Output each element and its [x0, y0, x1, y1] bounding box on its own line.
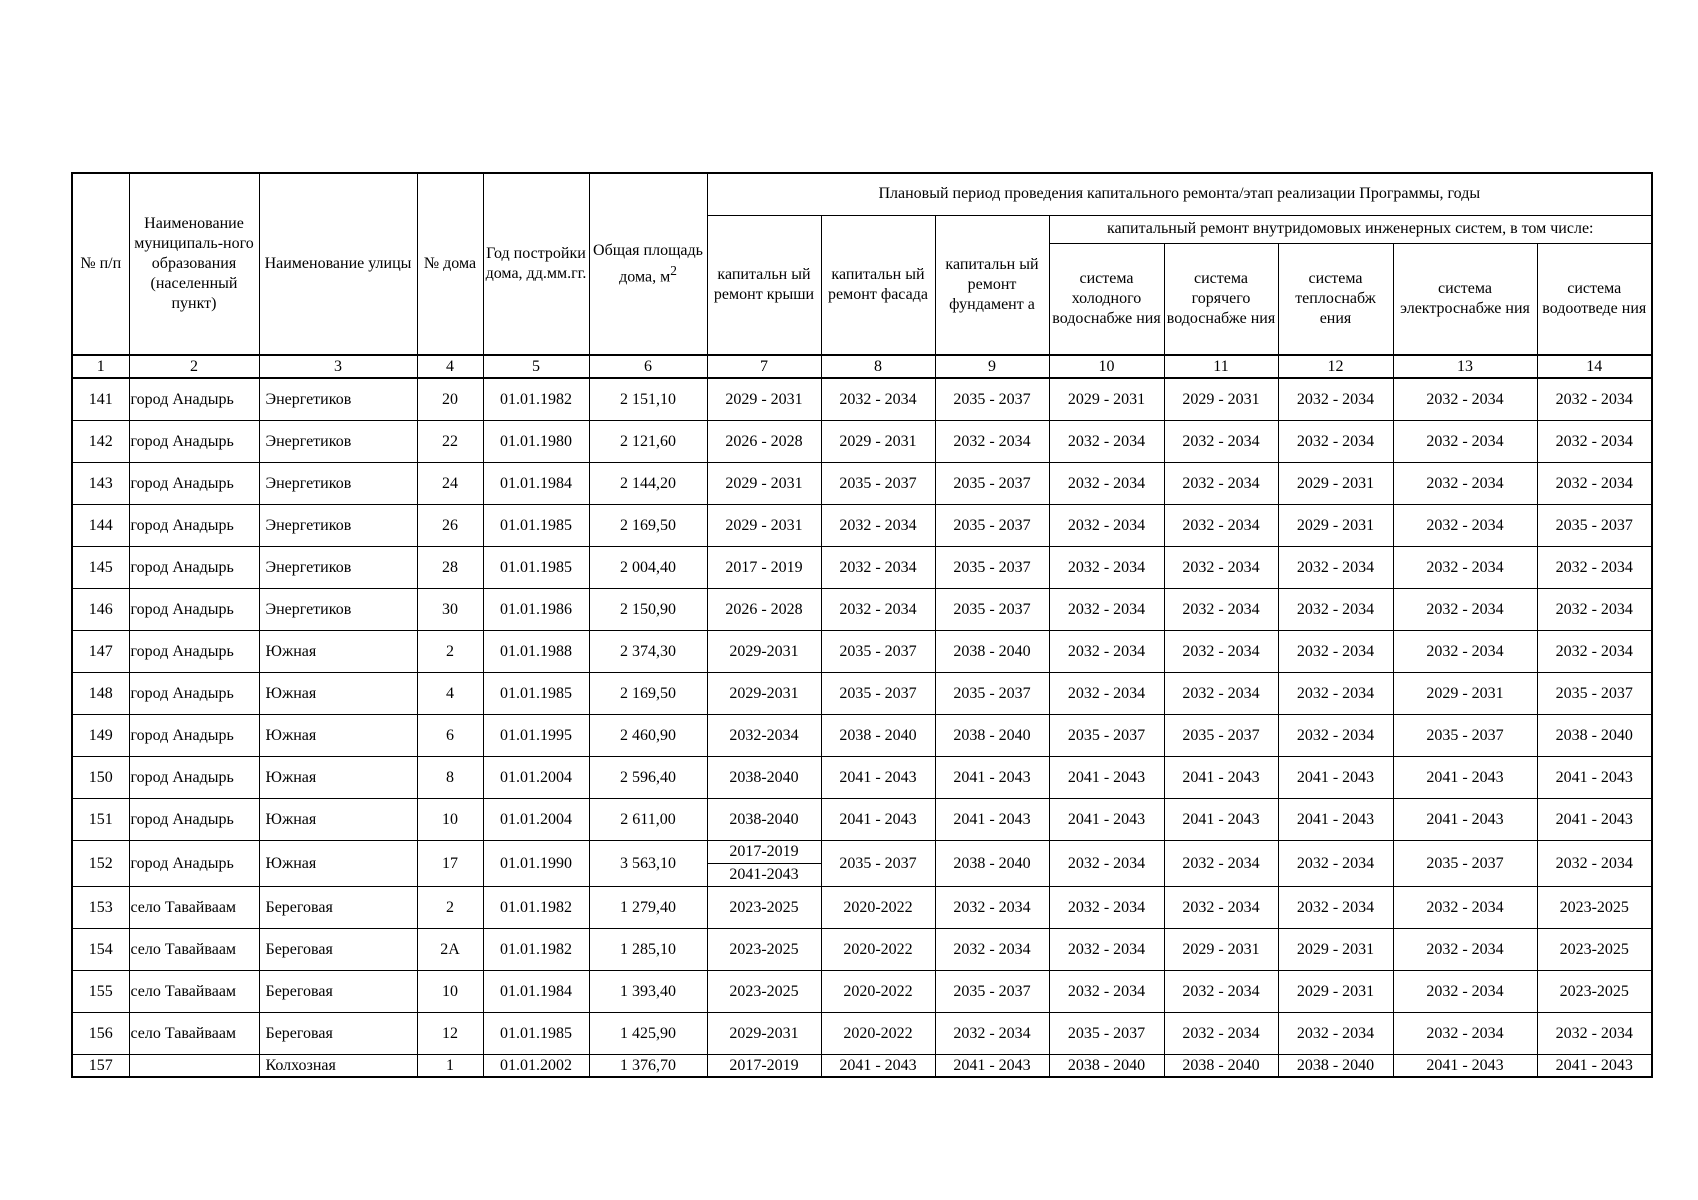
column-number: 3	[259, 355, 417, 378]
municipality: село Тавайваам	[129, 1013, 259, 1055]
foundation-repair-period: 2035 - 2037	[935, 589, 1049, 631]
drainage-period: 2041 - 2043	[1537, 757, 1652, 799]
hot-water-period: 2032 - 2034	[1164, 421, 1278, 463]
foundation-repair-period: 2041 - 2043	[935, 1055, 1049, 1078]
row-number: 149	[72, 715, 129, 757]
row-number: 157	[72, 1055, 129, 1078]
roof-repair-period: 2038-2040	[707, 757, 821, 799]
column-number-row	[72, 355, 1652, 378]
drainage-period: 2023-2025	[1537, 971, 1652, 1013]
total-area: 1 279,40	[589, 887, 707, 929]
build-year: 01.01.2002	[483, 1055, 589, 1078]
column-number: 9	[935, 355, 1049, 378]
heating-period: 2032 - 2034	[1278, 378, 1393, 421]
table-row	[72, 1055, 1652, 1078]
electricity-period: 2032 - 2034	[1393, 887, 1537, 929]
table-row	[72, 673, 1652, 715]
total-area: 2 150,90	[589, 589, 707, 631]
heating-period: 2029 - 2031	[1278, 971, 1393, 1013]
column-number: 5	[483, 355, 589, 378]
facade-repair-period: 2020-2022	[821, 1013, 935, 1055]
hot-water-period: 2032 - 2034	[1164, 547, 1278, 589]
row-number: 147	[72, 631, 129, 673]
heating-period: 2032 - 2034	[1278, 589, 1393, 631]
row-number: 152	[72, 841, 129, 887]
hot-water-period: 2029 - 2031	[1164, 929, 1278, 971]
drainage-period: 2032 - 2034	[1537, 841, 1652, 887]
header-electricity: система электроснабже ния	[1393, 243, 1537, 355]
electricity-period: 2035 - 2037	[1393, 841, 1537, 887]
heating-period: 2032 - 2034	[1278, 421, 1393, 463]
build-year: 01.01.1984	[483, 971, 589, 1013]
table-row	[72, 421, 1652, 463]
street: Энергетиков	[259, 378, 417, 421]
total-area: 1 393,40	[589, 971, 707, 1013]
foundation-repair-period: 2041 - 2043	[935, 757, 1049, 799]
drainage-period: 2032 - 2034	[1537, 378, 1652, 421]
hot-water-period: 2032 - 2034	[1164, 971, 1278, 1013]
street: Южная	[259, 799, 417, 841]
header-house-number: № дома	[417, 173, 483, 355]
facade-repair-period: 2020-2022	[821, 929, 935, 971]
roof-repair-period	[707, 841, 821, 887]
row-number: 144	[72, 505, 129, 547]
column-number: 8	[821, 355, 935, 378]
table-row	[72, 841, 1652, 887]
header-heating: система теплоснабж ения	[1278, 243, 1393, 355]
municipality: село Тавайваам	[129, 887, 259, 929]
street: Южная	[259, 841, 417, 887]
electricity-period: 2041 - 2043	[1393, 757, 1537, 799]
street: Энергетиков	[259, 421, 417, 463]
street: Южная	[259, 673, 417, 715]
row-number: 146	[72, 589, 129, 631]
column-number: 1	[72, 355, 129, 378]
facade-repair-period: 2041 - 2043	[821, 799, 935, 841]
municipality: город Анадырь	[129, 715, 259, 757]
electricity-period: 2032 - 2034	[1393, 589, 1537, 631]
municipality: город Анадырь	[129, 547, 259, 589]
total-area: 2 611,00	[589, 799, 707, 841]
build-year: 01.01.1990	[483, 841, 589, 887]
row-number: 141	[72, 378, 129, 421]
build-year: 01.01.1986	[483, 589, 589, 631]
row-number: 150	[72, 757, 129, 799]
heating-period: 2032 - 2034	[1278, 887, 1393, 929]
build-year: 01.01.1985	[483, 547, 589, 589]
column-number: 6	[589, 355, 707, 378]
total-area: 2 121,60	[589, 421, 707, 463]
row-number: 156	[72, 1013, 129, 1055]
house-number: 10	[417, 799, 483, 841]
cold-water-period: 2032 - 2034	[1049, 841, 1164, 887]
total-area: 2 596,40	[589, 757, 707, 799]
foundation-repair-period: 2032 - 2034	[935, 929, 1049, 971]
build-year: 01.01.1982	[483, 378, 589, 421]
table-row	[72, 463, 1652, 505]
drainage-period: 2032 - 2034	[1537, 631, 1652, 673]
heating-period: 2029 - 2031	[1278, 929, 1393, 971]
row-number: 142	[72, 421, 129, 463]
house-number: 20	[417, 378, 483, 421]
header-build-year: Год постройки дома, дд.мм.гг.	[483, 173, 589, 355]
electricity-period: 2032 - 2034	[1393, 505, 1537, 547]
electricity-period: 2032 - 2034	[1393, 421, 1537, 463]
total-area: 1 376,70	[589, 1055, 707, 1078]
roof-repair-period: 2029-2031	[707, 673, 821, 715]
house-number: 26	[417, 505, 483, 547]
roof-repair-period: 2038-2040	[707, 799, 821, 841]
electricity-period: 2032 - 2034	[1393, 463, 1537, 505]
table-row	[72, 929, 1652, 971]
column-number: 7	[707, 355, 821, 378]
street: Береговая	[259, 971, 417, 1013]
cold-water-period: 2032 - 2034	[1049, 887, 1164, 929]
cold-water-period: 2038 - 2040	[1049, 1055, 1164, 1078]
street: Береговая	[259, 887, 417, 929]
municipality: город Анадырь	[129, 463, 259, 505]
house-number: 17	[417, 841, 483, 887]
build-year: 01.01.2004	[483, 757, 589, 799]
facade-repair-period: 2035 - 2037	[821, 631, 935, 673]
municipality: город Анадырь	[129, 505, 259, 547]
row-number: 148	[72, 673, 129, 715]
heating-period: 2032 - 2034	[1278, 715, 1393, 757]
facade-repair-period: 2020-2022	[821, 887, 935, 929]
hot-water-period: 2035 - 2037	[1164, 715, 1278, 757]
hot-water-period: 2032 - 2034	[1164, 505, 1278, 547]
total-area: 2 169,50	[589, 673, 707, 715]
build-year: 01.01.1988	[483, 631, 589, 673]
header-total-area: Общая площадь дома, $м^2$	[589, 173, 707, 355]
foundation-repair-period: 2032 - 2034	[935, 887, 1049, 929]
total-area: 3 563,10	[589, 841, 707, 887]
electricity-period: 2035 - 2037	[1393, 715, 1537, 757]
table-row	[72, 589, 1652, 631]
cold-water-period: 2041 - 2043	[1049, 757, 1164, 799]
facade-repair-period: 2041 - 2043	[821, 1055, 935, 1078]
column-number: 12	[1278, 355, 1393, 378]
build-year: 01.01.1985	[483, 505, 589, 547]
hot-water-period: 2029 - 2031	[1164, 378, 1278, 421]
cold-water-period: 2032 - 2034	[1049, 463, 1164, 505]
drainage-period: 2023-2025	[1537, 929, 1652, 971]
house-number: 28	[417, 547, 483, 589]
header-drainage: система водоотведе ния	[1537, 243, 1652, 355]
house-number: 10	[417, 971, 483, 1013]
table-row	[72, 971, 1652, 1013]
table-row	[72, 1013, 1652, 1055]
header-foundation-repair: капитальн ый ремонт фундамент а	[935, 215, 1049, 355]
foundation-repair-period: 2041 - 2043	[935, 799, 1049, 841]
table-row	[72, 505, 1652, 547]
roof-repair-period: 2017-2019	[707, 1055, 821, 1078]
drainage-period: 2035 - 2037	[1537, 673, 1652, 715]
total-area: 2 374,30	[589, 631, 707, 673]
build-year: 01.01.2004	[483, 799, 589, 841]
facade-repair-period: 2032 - 2034	[821, 505, 935, 547]
total-area: 1 425,90	[589, 1013, 707, 1055]
hot-water-period: 2032 - 2034	[1164, 631, 1278, 673]
header-engineering-systems: капитальный ремонт внутридомовых инженерных систем, в том числе:	[1049, 215, 1652, 243]
cold-water-period: 2032 - 2034	[1049, 673, 1164, 715]
table-row	[72, 715, 1652, 757]
municipality: город Анадырь	[129, 631, 259, 673]
electricity-period: 2032 - 2034	[1393, 929, 1537, 971]
cold-water-period: 2032 - 2034	[1049, 929, 1164, 971]
street: Южная	[259, 715, 417, 757]
drainage-period: 2023-2025	[1537, 887, 1652, 929]
heating-period: 2041 - 2043	[1278, 799, 1393, 841]
total-area: 2 004,40	[589, 547, 707, 589]
electricity-period: 2032 - 2034	[1393, 1013, 1537, 1055]
header-street: Наименование улицы	[259, 173, 417, 355]
facade-repair-period: 2032 - 2034	[821, 589, 935, 631]
municipality: город Анадырь	[129, 589, 259, 631]
municipality: село Тавайваам	[129, 971, 259, 1013]
hot-water-period: 2032 - 2034	[1164, 841, 1278, 887]
hot-water-period: 2032 - 2034	[1164, 463, 1278, 505]
drainage-period: 2041 - 2043	[1537, 1055, 1652, 1078]
column-number: 11	[1164, 355, 1278, 378]
total-area: 2 151,10	[589, 378, 707, 421]
roof-repair-period: 2029-2031	[707, 631, 821, 673]
roof-repair-period-second: 2041-2043	[729, 866, 799, 883]
roof-repair-period: 2029 - 2031	[707, 505, 821, 547]
column-number: 13	[1393, 355, 1537, 378]
roof-repair-period: 2029 - 2031	[707, 463, 821, 505]
column-number: 4	[417, 355, 483, 378]
municipality: город Анадырь	[129, 421, 259, 463]
row-number: 145	[72, 547, 129, 589]
heating-period: 2032 - 2034	[1278, 673, 1393, 715]
municipality: город Анадырь	[129, 673, 259, 715]
row-number: 143	[72, 463, 129, 505]
facade-repair-period: 2035 - 2037	[821, 463, 935, 505]
roof-repair-period: 2029 - 2031	[707, 378, 821, 421]
header-facade-repair: капитальн ый ремонт фасада	[821, 215, 935, 355]
cold-water-period: 2032 - 2034	[1049, 421, 1164, 463]
roof-repair-period: 2017 - 2019	[707, 547, 821, 589]
house-number: 6	[417, 715, 483, 757]
house-number: 2	[417, 887, 483, 929]
table-row	[72, 631, 1652, 673]
house-number: 2	[417, 631, 483, 673]
facade-repair-period: 2032 - 2034	[821, 378, 935, 421]
header-row-number: № п/п	[72, 173, 129, 355]
total-area: 2 460,90	[589, 715, 707, 757]
house-number: 8	[417, 757, 483, 799]
column-number: 2	[129, 355, 259, 378]
foundation-repair-period: 2035 - 2037	[935, 378, 1049, 421]
hot-water-period: 2038 - 2040	[1164, 1055, 1278, 1078]
drainage-period: 2041 - 2043	[1537, 799, 1652, 841]
cold-water-period: 2032 - 2034	[1049, 547, 1164, 589]
house-number: 30	[417, 589, 483, 631]
electricity-period: 2032 - 2034	[1393, 547, 1537, 589]
table-row	[72, 378, 1652, 421]
roof-repair-period: 2032-2034	[707, 715, 821, 757]
cold-water-period: 2032 - 2034	[1049, 971, 1164, 1013]
build-year: 01.01.1982	[483, 929, 589, 971]
build-year: 01.01.1984	[483, 463, 589, 505]
hot-water-period: 2032 - 2034	[1164, 1013, 1278, 1055]
municipality: село Тавайваам	[129, 929, 259, 971]
foundation-repair-period: 2032 - 2034	[935, 1013, 1049, 1055]
electricity-period: 2032 - 2034	[1393, 971, 1537, 1013]
street: Энергетиков	[259, 463, 417, 505]
municipality: город Анадырь	[129, 757, 259, 799]
cold-water-period: 2029 - 2031	[1049, 378, 1164, 421]
foundation-repair-period: 2038 - 2040	[935, 841, 1049, 887]
facade-repair-period: 2035 - 2037	[821, 673, 935, 715]
facade-repair-period: 2035 - 2037	[821, 841, 935, 887]
house-number: 2А	[417, 929, 483, 971]
table-row	[72, 887, 1652, 929]
build-year: 01.01.1995	[483, 715, 589, 757]
street: Береговая	[259, 929, 417, 971]
build-year: 01.01.1985	[483, 673, 589, 715]
facade-repair-period: 2029 - 2031	[821, 421, 935, 463]
electricity-period: 2029 - 2031	[1393, 673, 1537, 715]
facade-repair-period: 2020-2022	[821, 971, 935, 1013]
build-year: 01.01.1980	[483, 421, 589, 463]
drainage-period: 2032 - 2034	[1537, 589, 1652, 631]
street: Южная	[259, 757, 417, 799]
street: Энергетиков	[259, 589, 417, 631]
facade-repair-period: 2041 - 2043	[821, 757, 935, 799]
total-area: 1 285,10	[589, 929, 707, 971]
table-row	[72, 757, 1652, 799]
heating-period: 2032 - 2034	[1278, 631, 1393, 673]
street: Колхозная	[259, 1055, 417, 1078]
hot-water-period: 2032 - 2034	[1164, 887, 1278, 929]
municipality: город Анадырь	[129, 841, 259, 887]
electricity-period: 2032 - 2034	[1393, 631, 1537, 673]
drainage-period: 2035 - 2037	[1537, 505, 1652, 547]
foundation-repair-period: 2035 - 2037	[935, 547, 1049, 589]
heating-period: 2029 - 2031	[1278, 463, 1393, 505]
cold-water-period: 2035 - 2037	[1049, 1013, 1164, 1055]
street: Южная	[259, 631, 417, 673]
street: Береговая	[259, 1013, 417, 1055]
cold-water-period: 2032 - 2034	[1049, 631, 1164, 673]
cold-water-period: 2035 - 2037	[1049, 715, 1164, 757]
row-number: 154	[72, 929, 129, 971]
table-row	[72, 547, 1652, 589]
drainage-period: 2032 - 2034	[1537, 421, 1652, 463]
heating-period: 2029 - 2031	[1278, 505, 1393, 547]
house-number: 12	[417, 1013, 483, 1055]
facade-repair-period: 2038 - 2040	[821, 715, 935, 757]
row-number: 155	[72, 971, 129, 1013]
heating-period: 2041 - 2043	[1278, 757, 1393, 799]
header-hot-water: система горячего водоснабже ния	[1164, 243, 1278, 355]
table-row	[72, 799, 1652, 841]
hot-water-period: 2041 - 2043	[1164, 799, 1278, 841]
roof-repair-period: 2026 - 2028	[707, 421, 821, 463]
street: Энергетиков	[259, 547, 417, 589]
column-number: 14	[1537, 355, 1652, 378]
build-year: 01.01.1982	[483, 887, 589, 929]
drainage-period: 2032 - 2034	[1537, 463, 1652, 505]
heating-period: 2038 - 2040	[1278, 1055, 1393, 1078]
roof-repair-period: 2023-2025	[707, 887, 821, 929]
foundation-repair-period: 2038 - 2040	[935, 631, 1049, 673]
foundation-repair-period: 2035 - 2037	[935, 971, 1049, 1013]
total-area: 2 144,20	[589, 463, 707, 505]
foundation-repair-period: 2035 - 2037	[935, 673, 1049, 715]
street: Энергетиков	[259, 505, 417, 547]
cold-water-period: 2032 - 2034	[1049, 505, 1164, 547]
heating-period: 2032 - 2034	[1278, 1013, 1393, 1055]
roof-repair-period: 2029-2031	[707, 1013, 821, 1055]
foundation-repair-period: 2035 - 2037	[935, 505, 1049, 547]
electricity-period: 2041 - 2043	[1393, 799, 1537, 841]
house-number: 1	[417, 1055, 483, 1078]
row-number: 153	[72, 887, 129, 929]
heating-period: 2032 - 2034	[1278, 841, 1393, 887]
cold-water-period: 2041 - 2043	[1049, 799, 1164, 841]
row-number: 151	[72, 799, 129, 841]
house-number: 24	[417, 463, 483, 505]
capital-repair-schedule-table	[71, 172, 1653, 1078]
foundation-repair-period: 2038 - 2040	[935, 715, 1049, 757]
municipality	[129, 1055, 259, 1078]
municipality: город Анадырь	[129, 378, 259, 421]
roof-repair-period-first: 2017-2019	[708, 841, 821, 864]
house-number: 4	[417, 673, 483, 715]
house-number: 22	[417, 421, 483, 463]
header-roof-repair: капитальн ый ремонт крыши	[707, 215, 821, 355]
hot-water-period: 2032 - 2034	[1164, 673, 1278, 715]
column-number: 10	[1049, 355, 1164, 378]
drainage-period: 2038 - 2040	[1537, 715, 1652, 757]
drainage-period: 2032 - 2034	[1537, 1013, 1652, 1055]
foundation-repair-period: 2032 - 2034	[935, 421, 1049, 463]
header-municipality: Наименование муниципаль-ного образования (населенный пункт)	[129, 173, 259, 355]
build-year: 01.01.1985	[483, 1013, 589, 1055]
hot-water-period: 2041 - 2043	[1164, 757, 1278, 799]
roof-repair-period: 2023-2025	[707, 929, 821, 971]
header-cold-water: система холодного водоснабже ния	[1049, 243, 1164, 355]
foundation-repair-period: 2035 - 2037	[935, 463, 1049, 505]
electricity-period: 2032 - 2034	[1393, 378, 1537, 421]
hot-water-period: 2032 - 2034	[1164, 589, 1278, 631]
heating-period: 2032 - 2034	[1278, 547, 1393, 589]
roof-repair-period: 2026 - 2028	[707, 589, 821, 631]
total-area: 2 169,50	[589, 505, 707, 547]
facade-repair-period: 2032 - 2034	[821, 547, 935, 589]
header-planned-period: Плановый период проведения капитального ремонта/этап реализации Программы, годы	[707, 173, 1652, 215]
electricity-period: 2041 - 2043	[1393, 1055, 1537, 1078]
roof-repair-period: 2023-2025	[707, 971, 821, 1013]
cold-water-period: 2032 - 2034	[1049, 589, 1164, 631]
drainage-period: 2032 - 2034	[1537, 547, 1652, 589]
municipality: город Анадырь	[129, 799, 259, 841]
